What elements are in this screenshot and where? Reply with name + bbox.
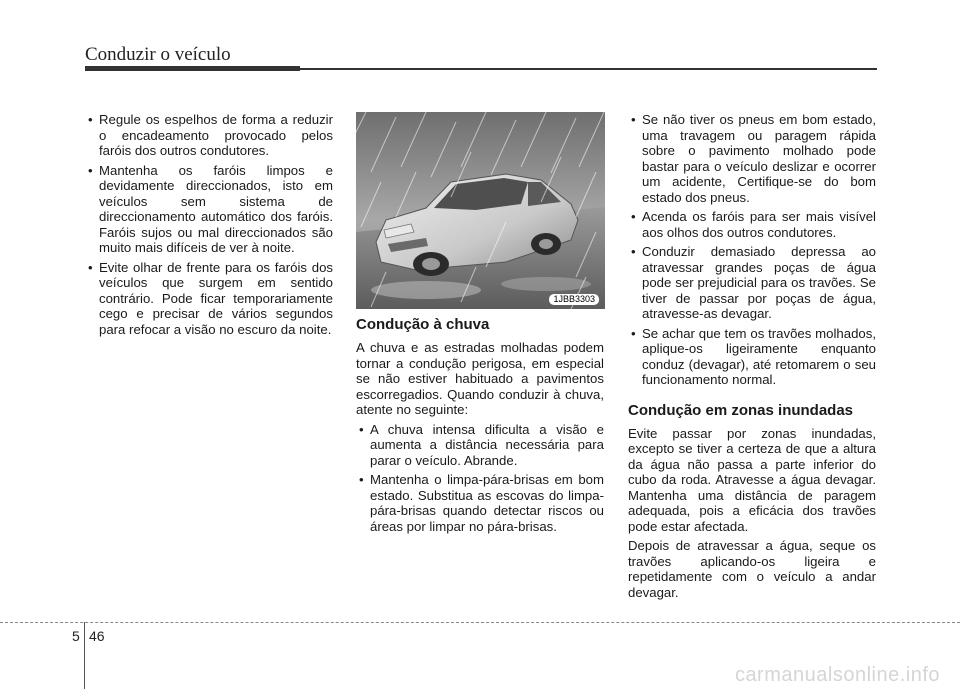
section-heading-flooded: Condução em zonas inundadas — [628, 401, 854, 419]
watermark: carmanualsonline.info — [734, 664, 940, 686]
list-item: • Se achar que tem os travões molhados, aplique-os ligeiramente enquanto conduz (devagar), até retomarem o seu funcionamento normal. — [628, 326, 876, 388]
rain-car-photo — [356, 112, 605, 309]
column-middle — [356, 316, 604, 538]
header-rule-thick — [85, 66, 300, 71]
list-item: • Mantenha o limpa-pára-brisas em bom estado. Substitua as escovas do limpa-pára-brisas quando detectar riscos ou áreas por limpar no pára-brisas. — [356, 472, 604, 534]
bullet-list-left — [85, 112, 333, 337]
list-item: • A chuva intensa dificulta a visão e aumenta a distância necessária para parar o veículo. Abrande. — [356, 422, 604, 469]
chapter-number: 5 — [72, 628, 80, 644]
bullet-list-right — [628, 112, 876, 388]
page-number: 46 — [89, 628, 105, 644]
figure-code: 1JBB3303 — [549, 294, 599, 305]
footer-divider — [0, 622, 960, 623]
list-item: • Mantenha os faróis limpos e devidamente direccionados, isto em veículos sem sistema de direccionamento automático dos faróis. Faróis sujos ou mal direccionados são muito mais difíceis de ver à noite. — [85, 163, 333, 256]
paragraph: Evite passar por zonas inundadas, excepto se tiver a certeza de que a altura da água não passa a parte inferior do cubo da roda. Atravesse a água devagar. Mantenha uma distância de paragem adequada, pois a eficácia dos travões pode estar afectada. — [628, 425, 876, 534]
section-heading-rain: Condução à chuva — [356, 316, 490, 333]
bullet-list-middle — [356, 422, 604, 535]
rain-car-illustration — [356, 112, 605, 309]
column-right — [628, 112, 876, 604]
paragraph: A chuva e as estradas molhadas podem tornar a condução perigosa, em especial se não estiver habituado a pavimentos escorregadios. Quando conduzir à chuva, atente no seguinte: — [356, 340, 604, 417]
list-item: • Acenda os faróis para ser mais visível aos olhos dos outros condutores. — [628, 209, 876, 240]
list-item: • Evite olhar de frente para os faróis dos veículos que surgem em sentido contrário. Pode ficar temporariamente cego e precisar de vários segundos para refocar a visão no escuro da noite. — [85, 260, 333, 338]
page-header-title: Conduzir o veículo — [85, 44, 231, 65]
footer-vertical-rule — [84, 622, 85, 689]
column-left — [85, 112, 333, 341]
header-rule-thin — [300, 68, 877, 70]
list-item: • Se não tiver os pneus em bom estado, uma travagem ou paragem rápida sobre o pavimento molhado pode bastar para o veículo deslizar e ocorrer um acidente, Certifique-se do bom estado dos pneus. — [628, 112, 876, 205]
paragraph: Depois de atravessar a água, seque os travões aplicando-os ligeira e repetidamente com o veículo a andar devagar. — [628, 538, 876, 600]
list-item: • Conduzir demasiado depressa ao atravessar grandes poças de água pode ser prejudicial para os travões. Se tiver de passar por poças de água, atravesse-as devagar. — [628, 244, 876, 322]
list-item: • Regule os espelhos de forma a reduzir o encadeamento provocado pelos faróis dos outros condutores. — [85, 112, 333, 159]
